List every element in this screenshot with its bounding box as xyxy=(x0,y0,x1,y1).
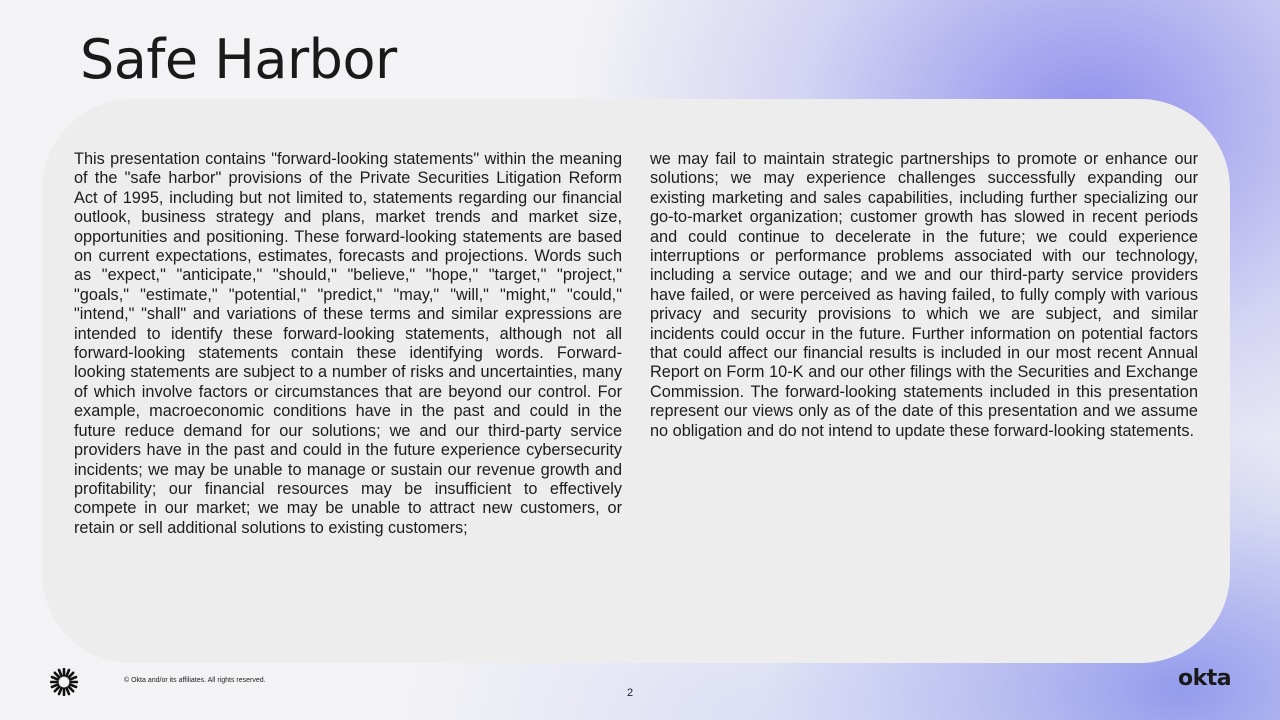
sunburst-ray xyxy=(52,684,58,686)
sunburst-ray xyxy=(55,673,60,678)
safe-harbor-text-left-column: This presentation contains "forward-looking statements" within the meaning of the "safe harbor" provisions of the Private Securities Litigation Reform Act of 1995, including but not limited to, statements regarding our financial outlook, business strategy and plans, market trends and market size, opportunities and positioning. These forward-looking statements are based on current expectations, estimates, forecasts and projections. Words such as "expect," "anticipate," "should," "believe," "hope," "target," "project," "goals," "estimate," "potential," "predict," "may," "will," "might," "could," "intend," "shall" and variations of these terms and similar expressions are intended to identify these forward-looking statements, although not all forward-looking statements contain these identifying words. Forward-looking statements are subject to a number of risks and uncertainties, many of which involve factors or circumstances that are beyond our control. For example, macroeconomic conditions have in the past and could in the future reduce demand for our solutions; we and our third-party service providers have in the past and could in the future experience cybersecurity incidents; we may be unable to manage or sustain our revenue growth and profitability; our financial resources may be insufficient to effectively compete in our market; we may be unable to attract new customers, or retain or sell additional solutions to existing customers; xyxy=(74,150,622,537)
page-number: 2 xyxy=(627,687,634,699)
sunburst-ray xyxy=(55,687,60,692)
safe-harbor-text-right-column: we may fail to maintain strategic partnerships to promote or enhance our solutions; we may experience challenges successfully expanding our existing marketing and sales capabilities, including further specializing our go-to-market organization; customer growth has slowed in recent periods and could continue to decelerate in the future; we could experience interruptions or performance problems associated with our technology, including a service outage; and we and our third-party service providers have failed, or were perceived as having failed, to fully comply with various privacy and security provisions to which we are subject, and similar incidents could occur in the future. Further information on potential factors that could affect our financial results is included in our most recent Annual Report on Form 10-K and our other filings with the Securities and Exchange Commission. The forward-looking statements included in this presentation represent our views only as of the date of this presentation and we assume no obligation and do not intend to update these forward-looking statements. xyxy=(650,150,1198,440)
sunburst-ray xyxy=(52,677,58,679)
slide-title: Safe Harbor xyxy=(80,28,397,91)
okta-wordmark-logo: okta xyxy=(1178,666,1232,691)
sunburst-ray xyxy=(69,673,74,678)
copyright-notice: © Okta and/or its affiliates. All rights reserved. xyxy=(124,677,266,684)
sunburst-ray xyxy=(66,688,68,694)
okta-sunburst-icon xyxy=(50,668,78,696)
sunburst-ray xyxy=(59,670,61,676)
sunburst-ray xyxy=(69,687,74,692)
sunburst-ray xyxy=(59,688,61,694)
sunburst-ray xyxy=(66,670,68,676)
sunburst-ray xyxy=(70,677,76,679)
sunburst-ray xyxy=(70,684,76,686)
